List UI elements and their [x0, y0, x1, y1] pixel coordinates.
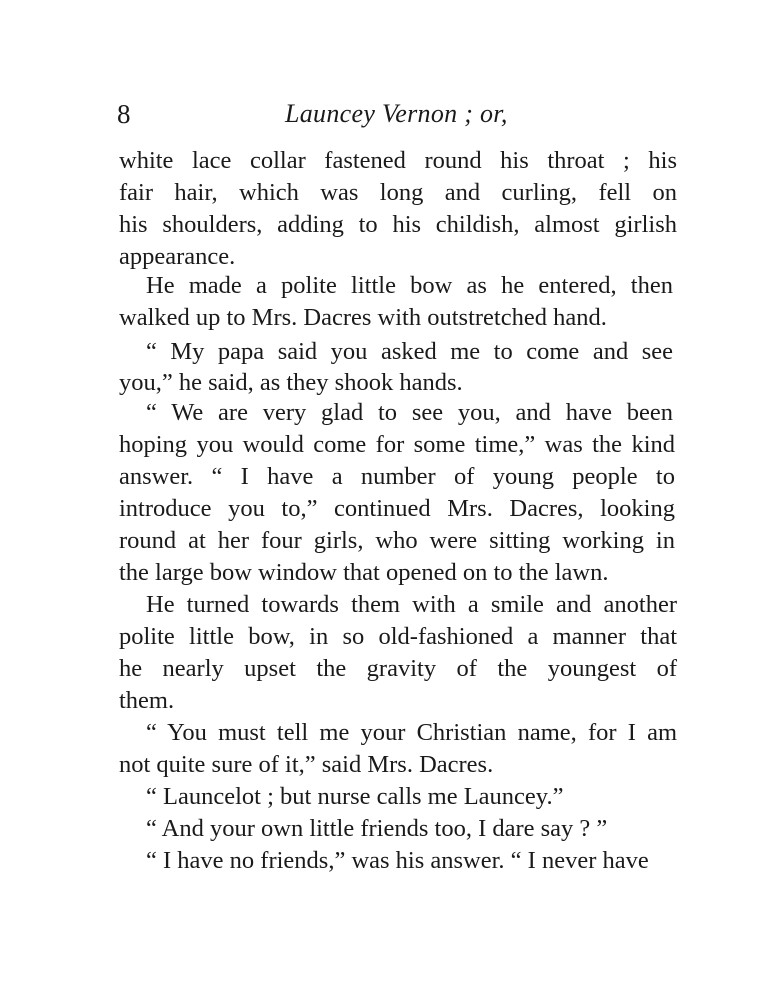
text-line: He turned towards them with a smile and another	[146, 591, 677, 618]
text-line: “ My papa said you asked me to come and see	[146, 338, 673, 365]
page-number: 8	[117, 99, 131, 129]
text-line: answer. “ I have a number of young people to	[119, 463, 675, 490]
text-line: hoping you would come for some time,” was the kind	[119, 431, 675, 458]
text-line: “ And your own little friends too, I dare say ? ”	[146, 815, 608, 842]
text-line: he nearly upset the gravity of the youngest of	[119, 655, 677, 682]
text-line: introduce you to,” continued Mrs. Dacres, looking	[119, 495, 675, 522]
text-line: not quite sure of it,” said Mrs. Dacres.	[119, 751, 494, 778]
text-line: the large bow window that opened on to the lawn.	[119, 559, 609, 586]
text-line: “ Launcelot ; but nurse calls me Launcey.”	[146, 783, 564, 810]
text-line: He made a polite little bow as he entered, then	[146, 272, 673, 299]
text-line: his shoulders, adding to his childish, almost girlish	[119, 211, 677, 238]
text-line: “ You must tell me your Christian name, for I am	[146, 719, 677, 746]
text-line: “ We are very glad to see you, and have been	[146, 399, 673, 426]
text-line: “ I have no friends,” was his answer. “ I never have	[146, 847, 649, 874]
text-line: them.	[119, 687, 175, 714]
text-line: walked up to Mrs. Dacres with outstretched hand.	[119, 304, 607, 331]
text-line: white lace collar fastened round his throat ; his	[119, 147, 677, 174]
text-line: polite little bow, in so old-fashioned a manner that	[119, 623, 677, 650]
text-line: round at her four girls, who were sitting working in	[119, 527, 675, 554]
text-line: fair hair, which was long and curling, fell on	[119, 179, 677, 206]
running-title: Launcey Vernon ; or,	[285, 99, 508, 128]
text-line: appearance.	[119, 243, 236, 270]
text-line: you,” he said, as they shook hands.	[119, 369, 463, 396]
